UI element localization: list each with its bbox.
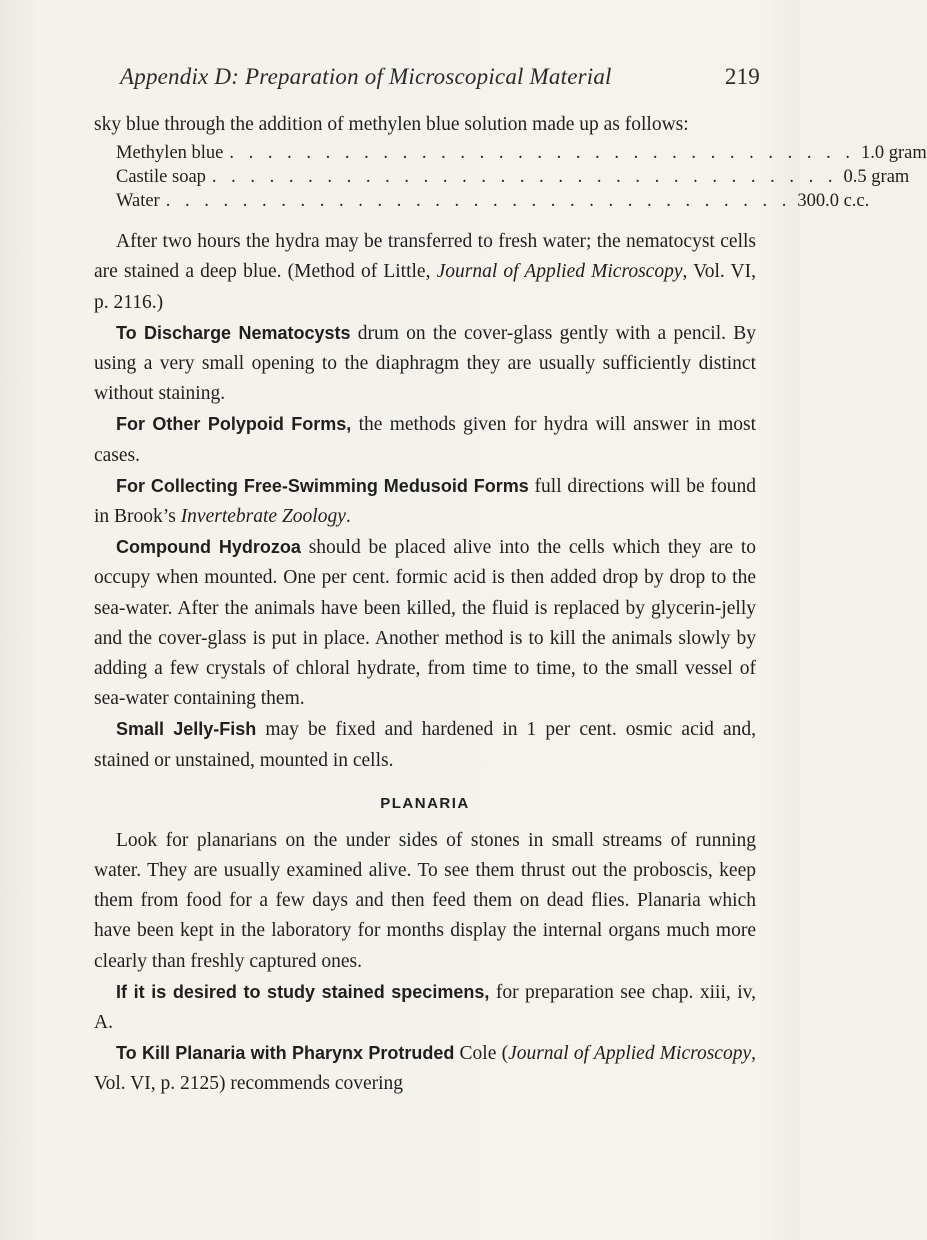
ingredient-quantity: 1.0 gram (861, 143, 927, 164)
recipe-table (116, 141, 927, 213)
paragraph-transfer (94, 227, 756, 318)
paragraph-text: drum on the cover-glass gently with a pencil. By using a very small opening to the diaphragm they are usually sufficiently distinct without staining. (94, 322, 756, 405)
running-header (120, 64, 760, 90)
paragraph-methylen-blue (94, 110, 756, 140)
paragraph-text: After two hours the hydra may be transferred to fresh water; the nematocyst cells are stained a deep blue. (Method of Little, (94, 231, 756, 283)
page-number: 219 (724, 64, 760, 89)
paragraph-stained-specimens (94, 977, 756, 1038)
paragraph-jelly-fish (94, 714, 756, 775)
ingredient-quantity: 0.5 gram (843, 167, 910, 188)
paragraph-text: full directions will be found in Brook’s (94, 475, 756, 528)
paragraph-medusoid-forms (94, 471, 756, 532)
ingredient-quantity: 300.0 c.c. (797, 191, 870, 212)
page-body (94, 110, 927, 1100)
run-in-heading: If it is desired to study stained specimens, (116, 981, 490, 1002)
paragraph-discharge-nematocysts (94, 318, 756, 410)
paragraph-text: may be fixed and hardened in 1 per cent. osmic acid and, stained or unstained, mounted in cells. (94, 719, 756, 771)
recipe-row (116, 141, 927, 165)
running-title: Appendix D: Preparation of Microscopical Material (120, 64, 612, 89)
leader-dots: . . . . . . . . . . . . . . . . . . . . . . . . . . . . . . . . . (165, 191, 792, 212)
paragraph-polypoid-forms (94, 409, 756, 470)
leader-dots: . . . . . . . . . . . . . . . . . . . . . . . . . . . . . . . . . (211, 167, 838, 188)
paragraph-text: should be placed alive into the cells which they are to occupy when mounted. One per cent. formic acid is then added drop by drop to the sea-water. After the animals have been killed, the fluid is replaced by glycerin-jelly and the cover-glass is put in place. Another method is to kill the animals slowly by adding a few crystals of chloral hydrate, from time to time, to the small vessel of sea-water containing them. (94, 537, 756, 710)
recipe-row (116, 165, 910, 189)
paragraph-planarians (94, 826, 756, 977)
paragraph-text: , Vol. VI, p. 2125) recommends covering (94, 1043, 756, 1095)
run-in-heading: Small Jelly-Fish (116, 719, 257, 740)
book-citation: Invertebrate Zoology (180, 506, 346, 528)
section-heading-planaria: PLANARIA (380, 794, 470, 812)
run-in-heading: To Kill Planaria with Pharynx Protruded (116, 1043, 455, 1064)
paragraph-text: for preparation see chap. xiii, iv, A. (94, 981, 756, 1034)
paragraph-text: . (345, 506, 351, 528)
paragraph-text: Cole ( (454, 1043, 509, 1065)
recipe-row (116, 189, 870, 213)
ingredient-name: Methylen blue (116, 143, 224, 164)
leader-dots: . . . . . . . . . . . . . . . . . . . . . . . . . . . . . . . . . (229, 143, 856, 164)
paragraph-compound-hydrozoa (94, 532, 756, 714)
run-in-heading: For Other Polypoid Forms, (116, 414, 352, 435)
run-in-heading: Compound Hydrozoa (116, 537, 301, 558)
paragraph-kill-planaria (94, 1038, 756, 1099)
journal-citation: Journal of Applied Microscopy (508, 1043, 752, 1065)
run-in-heading: For Collecting Free-Swimming Medusoid Forms (116, 475, 529, 496)
run-in-heading: To Discharge Nematocysts (116, 322, 351, 343)
ingredient-name: Castile soap (116, 167, 206, 188)
paragraph-text: Look for planarians on the under sides of stones in small streams of running water. They are usually examined alive. To see them thrust out the proboscis, keep them from food for a few days and then feed them on dead flies. Planaria which have been kept in the laboratory for months display the internal organs much more clearly than freshly captured ones. (94, 829, 756, 972)
journal-citation: Journal of Applied Microscopy (436, 261, 683, 283)
ingredient-name: Water (116, 191, 160, 212)
paragraph-text: the methods given for hydra will answer in most cases. (94, 414, 757, 466)
paragraph-text: sky blue through the addition of methylen blue solution made up as follows: (94, 114, 689, 135)
paragraph-text: , Vol. VI, p. 2116.) (94, 261, 756, 313)
